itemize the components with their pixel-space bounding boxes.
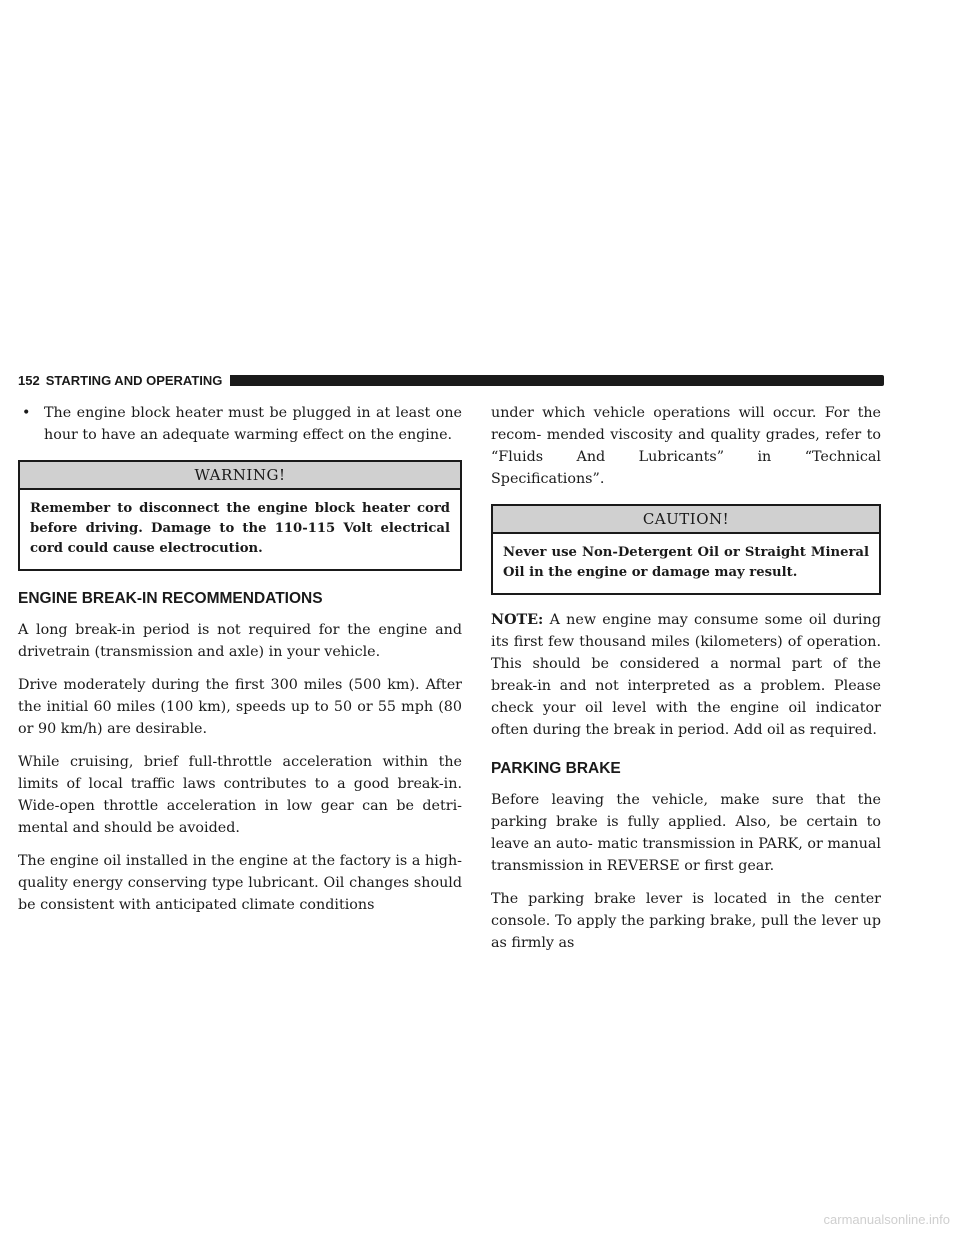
caution-title: CAUTION!	[493, 506, 879, 534]
watermark: carmanualsonline.info	[823, 1212, 950, 1227]
bullet-icon: •	[22, 405, 31, 421]
bullet-text: The engine block heater must be plugged in at least one hour to have an adequate warming effect on the engine.	[44, 405, 462, 443]
warning-title: WARNING!	[20, 462, 460, 490]
paragraph: The engine oil installed in the engine at the factory is a high-quality energy conserving type lubricant. Oil changes should be consistent with anticipated climate conditions	[18, 853, 462, 913]
paragraph: While cruising, brief full-throttle acceleration within the limits of local traffic laws contributes to a good break-in. Wide-open throttle acceleration in low gear can be detri- mental and should be avoided.	[18, 754, 462, 836]
right-column	[491, 402, 881, 965]
section-heading-break-in: ENGINE BREAK-IN RECOMMENDATIONS	[18, 590, 323, 607]
paragraph: under which vehicle operations will occur. For the recom- mended viscosity and quality grades, refer to “Fluids And Lubricants” in “Technical Specifications”.	[491, 405, 881, 487]
note-label: NOTE:	[491, 612, 544, 628]
bullet-item	[18, 402, 462, 446]
left-column	[18, 402, 462, 927]
header-rule	[230, 375, 884, 386]
page-header	[18, 370, 884, 390]
section-title: STARTING AND OPERATING	[45, 372, 223, 388]
warning-box	[18, 460, 462, 571]
note-text: A new engine may consume some oil during its first few thousand miles (kilometers) of operation. This should be considered a normal part of the break-in and not interpreted as a problem. Please check your oil level with the engine oil indicator often during the break in period. Add oil as required.	[491, 612, 881, 738]
paragraph: The parking brake lever is located in the center console. To apply the parking brake, pull the lever up as firmly as	[491, 891, 881, 951]
paragraph: Drive moderately during the first 300 miles (500 km). After the initial 60 miles (100 km), speeds up to 50 or 55 mph (80 or 90 km/h) are desirable.	[18, 677, 462, 737]
paragraph: Before leaving the vehicle, make sure that the parking brake is fully applied. Also, be certain to leave an auto- matic transmission in PARK, or manual transmission in REVERSE or first gear.	[491, 792, 881, 874]
section-heading-parking-brake: PARKING BRAKE	[491, 760, 621, 777]
warning-text: Remember to disconnect the engine block heater cord before driving. Damage to the 110-115 Volt electrical cord could cause electrocution.	[30, 501, 450, 556]
caution-text: Never use Non-Detergent Oil or Straight Mineral Oil in the engine or damage may result.	[503, 545, 869, 580]
page-number: 152	[18, 372, 40, 388]
note-paragraph	[491, 609, 881, 741]
caution-box	[491, 504, 881, 595]
paragraph: A long break-in period is not required for the engine and drivetrain (transmission and axle) in your vehicle.	[18, 622, 462, 660]
